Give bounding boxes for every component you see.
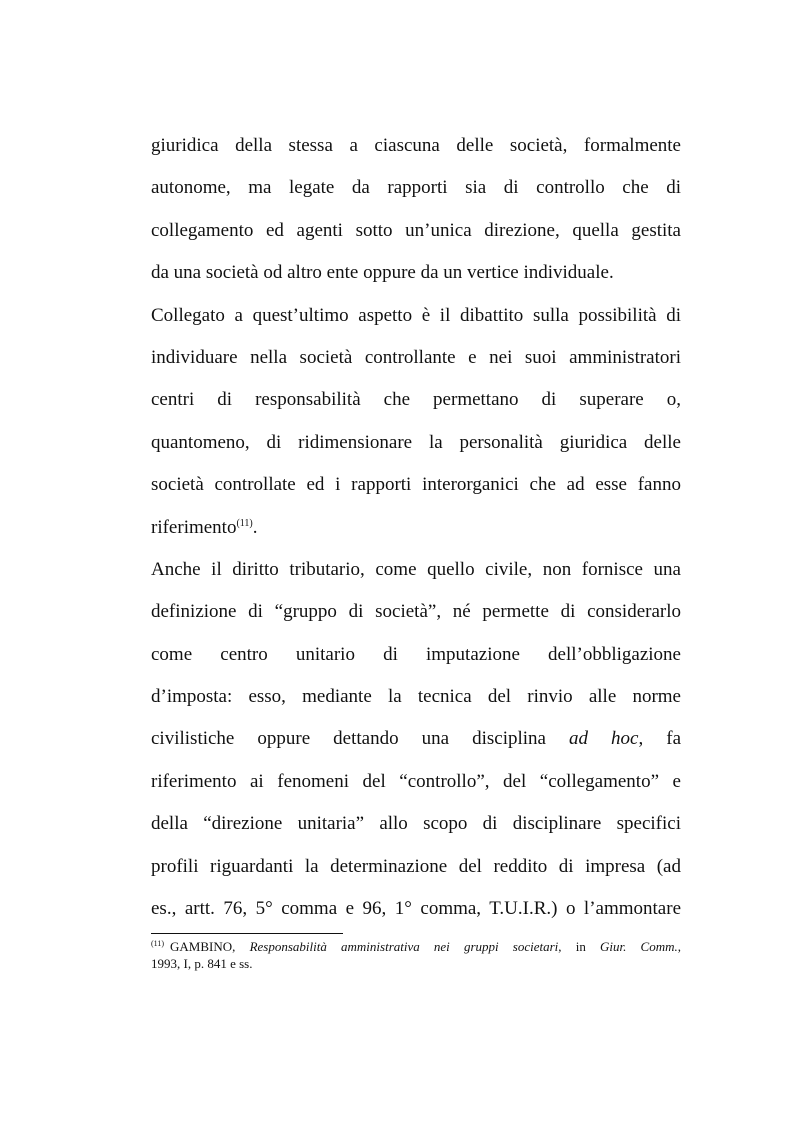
body-line: es., artt. 76, 5° comma e 96, 1° comma, T.U.I.R.) o l’ammontare: [151, 898, 681, 920]
footnote-ref-tail: .: [252, 516, 258, 538]
body-line-text: riferimento: [151, 516, 237, 538]
footnote-author: GAMBINO,: [170, 939, 236, 954]
body-line: profili riguardanti la determinazione del reddito di impresa (ad: [151, 855, 681, 877]
body-line: Collegato a quest’ultimo aspetto è il dibattito sulla possibilità di: [151, 304, 681, 326]
footnote-separator: [151, 933, 343, 934]
footnote-reference[interactable]: (11): [236, 517, 253, 529]
body-line: individuare nella società controllante e nei suoi amministratori: [151, 346, 681, 368]
body-line: giuridica della stessa a ciascuna delle società, formalmente: [151, 135, 681, 156]
body-line-with-italic: [151, 718, 681, 760]
body-line-text: civilistiche oppure dettando una disciplina: [151, 728, 546, 750]
body-line: riferimento ai fenomeni del “controllo”, del “collegamento” e: [151, 770, 681, 792]
body-line: d’imposta: esso, mediante la tecnica del rinvio alle norme: [151, 686, 681, 708]
body-line: società controllate ed i rapporti interorganici che ad esse fanno: [151, 474, 681, 496]
italic-phrase: ad hoc: [569, 728, 639, 750]
footnote-journal: Giur. Comm.: [600, 939, 678, 954]
footnote: [151, 938, 681, 972]
body-line-text: , fa: [638, 728, 682, 750]
footnote-number: (11): [151, 939, 165, 948]
footnote-line: 1993, I, p. 841 e ss.: [151, 956, 253, 971]
footnote-title: Responsabilità amministrativa nei gruppi societari: [249, 939, 559, 954]
body-line-with-footnote-ref: [151, 507, 681, 549]
body-line: centri di responsabilità che permettano di superare o,: [151, 389, 681, 411]
body-text: [151, 125, 681, 930]
body-line: della “direzione unitaria” allo scopo di disciplinare specifici: [151, 813, 681, 835]
footnote-line: [151, 938, 681, 955]
body-line: definizione di “gruppo di società”, né permette di considerarlo: [151, 601, 681, 623]
body-line: quantomeno, di ridimensionare la personalità giuridica delle: [151, 431, 681, 453]
body-line: Anche il diritto tributario, come quello civile, non fornisce una: [151, 558, 681, 580]
body-line: come centro unitario di imputazione dell’obbligazione: [151, 643, 681, 665]
footnote-journal-tail: ,: [677, 939, 681, 954]
footnote-in: , in: [558, 939, 586, 954]
body-line: da una società od altro ente oppure da un vertice individuale.: [151, 262, 614, 284]
body-line: collegamento ed agenti sotto un’unica direzione, quella gestita: [151, 219, 681, 241]
body-line: autonome, ma legate da rapporti sia di controllo che di: [151, 177, 681, 199]
